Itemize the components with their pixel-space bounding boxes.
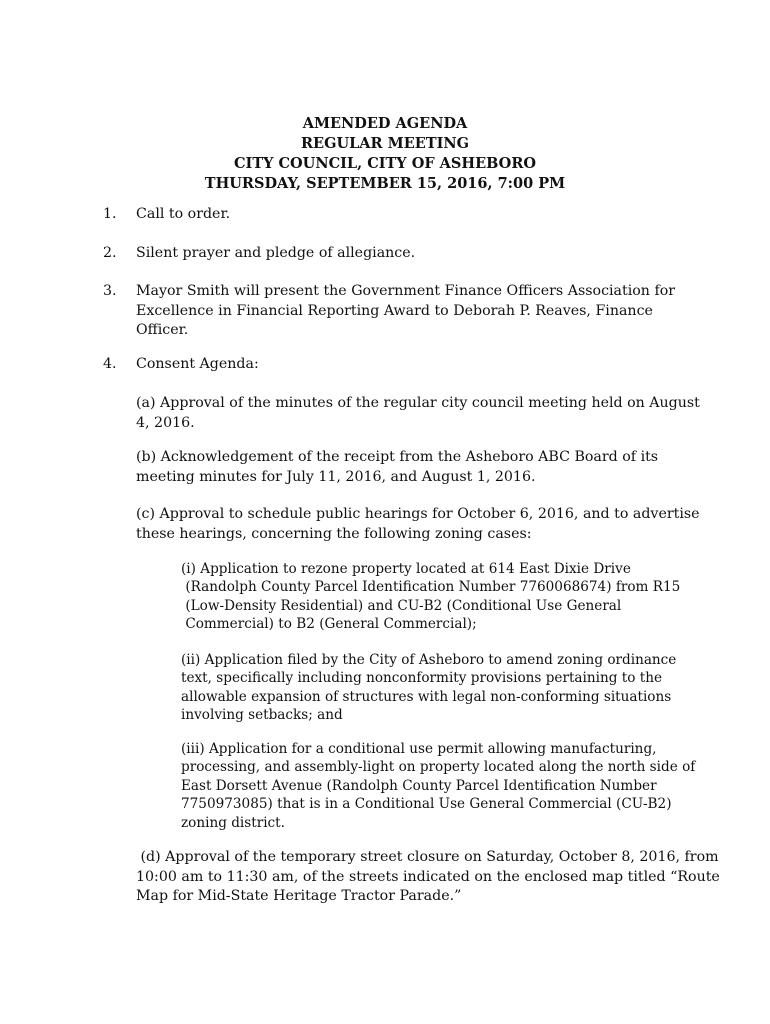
consent-item-b: (b) Acknowledgement of the receipt from the Asheboro ABC Board of its meeting minutes for July 11, 2016, and August 1, 2016.	[136, 449, 659, 485]
consent-item-a: (a) Approval of the minutes of the regular city council meeting held on August 4, 2016.	[136, 395, 700, 431]
zoning-case-iii: (iii) Application for a conditional use permit allowing manufacturing, processing, and assembly-light on property located along the north side of East Dorsett Avenue (Randolph County Parcel Identification Number 7750973085) that is in a Conditional Use General Commercial (CU-B2) zoning district.	[181, 741, 696, 831]
consent-item-d: (d) Approval of the temporary street closure on Saturday, October 8, 2016, from 10:00 am to 11:30 am, of the streets indicated on the enclosed map titled “Route Map for Mid-State Heritage Tractor Parade.”	[136, 849, 720, 905]
agenda-item-4	[103, 355, 703, 375]
header-meeting-type: REGULAR MEETING	[300, 135, 470, 152]
item-text: Silent prayer and pledge of allegiance.	[136, 245, 416, 261]
item-number: 2.	[103, 245, 117, 261]
zoning-case-i: (i) Application to rezone property located at 614 East Dixie Drive (Randolph County Parcel Identification Number 7760068674) from R15 (Low-Density Residential) and CU-B2 (Conditional Use General Commercial) to B2 (General Commercial);	[181, 561, 681, 633]
item-text: Call to order.	[136, 206, 231, 222]
item-text: Mayor Smith will present the Government Finance Officers Association for Excellence in Financial Reporting Award to Deborah P. Reaves, Finance Officer.	[136, 283, 676, 339]
item-number: 1.	[103, 206, 117, 222]
item-text: Consent Agenda:	[136, 356, 259, 372]
item-number: 4.	[103, 356, 117, 372]
header-body: CITY COUNCIL, CITY OF ASHEBORO	[234, 155, 536, 172]
consent-item-c: (c) Approval to schedule public hearings for October 6, 2016, and to advertise these hearings, concerning the following zoning cases:	[136, 506, 700, 542]
header-date: THURSDAY, SEPTEMBER 15, 2016, 7:00 PM	[204, 175, 566, 192]
header-title: AMENDED AGENDA	[302, 115, 468, 132]
agenda-header	[0, 114, 770, 194]
agenda-item-3	[103, 282, 703, 341]
item-number: 3.	[103, 283, 117, 299]
agenda-item-1	[103, 205, 703, 225]
agenda-item-2	[103, 244, 703, 264]
zoning-case-ii: (ii) Application filed by the City of Asheboro to amend zoning ordinance text, specifically including nonconformity provisions pertaining to the allowable expansion of structures with legal non-conforming situations involving setbacks; and	[181, 652, 677, 724]
